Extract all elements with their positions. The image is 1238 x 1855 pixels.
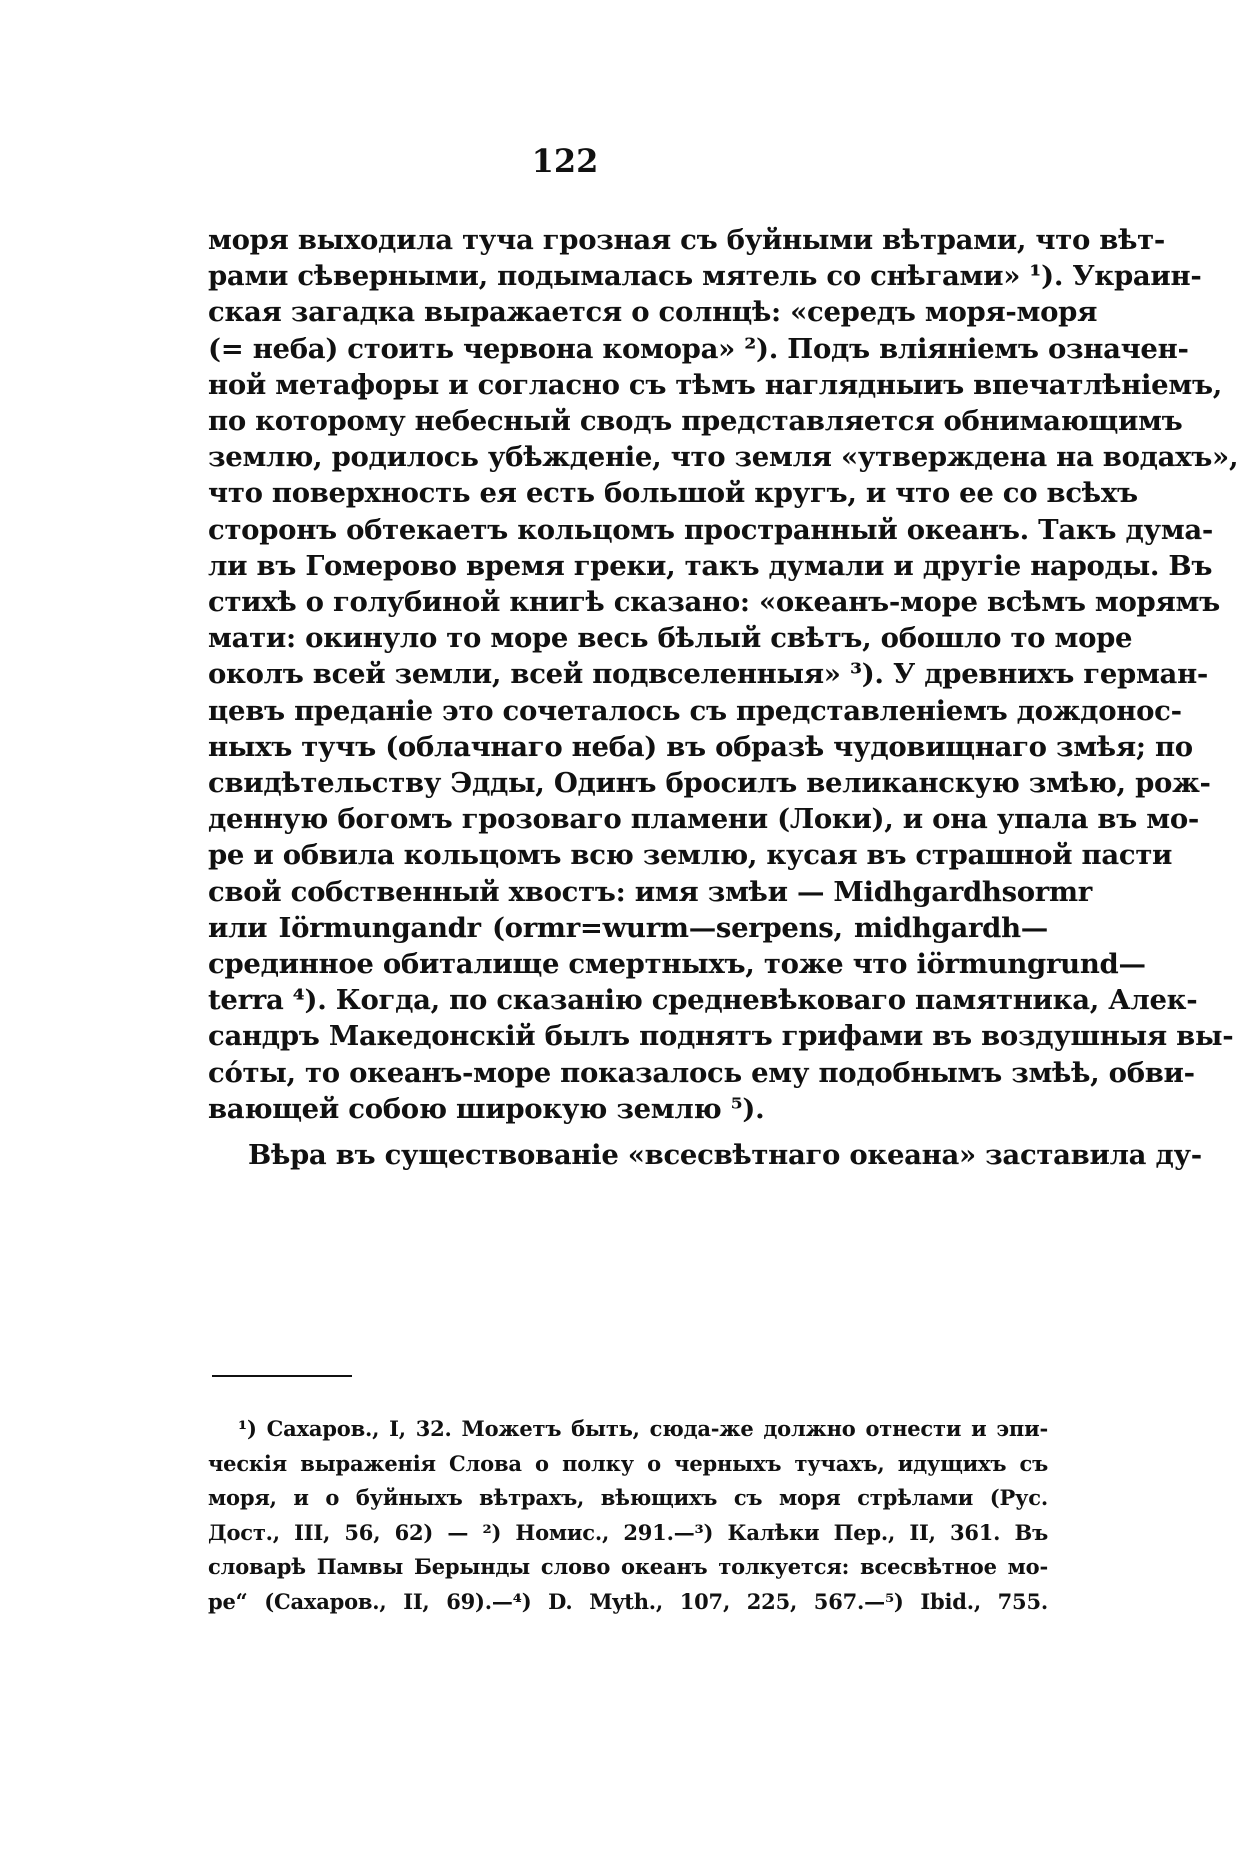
text-line: околъ всей земли, всей подвселенныя» ³). У древнихъ герман- bbox=[208, 658, 1209, 691]
text-line: сандръ Македонскій былъ поднятъ грифами въ воздушныя вы- bbox=[208, 1020, 1234, 1053]
text-line: что поверхность ея есть большой кругъ, и что ее со всѣхъ bbox=[208, 477, 1138, 510]
paragraph-gap bbox=[208, 1127, 1048, 1137]
footnote-line: ¹) Сахаров., I, 32. Можетъ быть, сюда-же должно отнести и эпи- bbox=[238, 1416, 1048, 1441]
text-line: землю, родилось убѣжденіе, что земля «утверждена на водахъ», bbox=[208, 441, 1238, 474]
text-line: ре и обвила кольцомъ всю землю, кусая въ страшной пасти bbox=[208, 839, 1173, 872]
text-line: срединное обиталище смертныхъ, тоже что iörmungrund— bbox=[208, 948, 1146, 981]
footnote-line: словарѣ Памвы Берынды слово океанъ толкуется: всесвѣтное мо- bbox=[208, 1554, 1048, 1579]
text-line: или Iörmungandr (ormr=wurm—serpens, midhgardh— bbox=[208, 911, 1048, 944]
text-line: свой собственный хвостъ: имя змѣи — Midhgardhsormr bbox=[208, 875, 1092, 908]
footnote-line: Дост., III, 56, 62) — ²) Номис., 291.—³) Калѣки Пер., II, 361. Въ bbox=[208, 1519, 1048, 1545]
text-line: стихѣ о голубиной книгѣ сказано: «океанъ-море всѣмъ морямъ bbox=[208, 586, 1220, 619]
main-text bbox=[208, 222, 1238, 1173]
text-line: (= неба) стоить червона комора» ²). Подъ вліяніемъ означен- bbox=[208, 332, 1189, 365]
footnote-line: ре“ (Сахаров., II, 69).—⁴) D. Myth., 107, 225, 567.—⁵) Ibid., 755. bbox=[208, 1588, 1048, 1614]
text-line: денную богомъ грозоваго пламени (Локи), и она упала въ мо- bbox=[208, 803, 1199, 836]
text-line: ныхъ тучъ (облачнаго неба) въ образѣ чудовищнаго змѣя; по bbox=[208, 730, 1193, 763]
text-line: рами сѣверными, подымалась мятель со снѣгами» ¹). Украин- bbox=[208, 260, 1202, 293]
footnote-line: моря, и о буйныхъ вѣтрахъ, вѣющихъ съ моря стрѣлами (Рус. bbox=[208, 1485, 1048, 1510]
text-line: моря выходила туча грозная съ буйными вѣтрами, что вѣт- bbox=[208, 224, 1165, 256]
text-line: по которому небесный сводъ представляется обнимающимъ bbox=[208, 405, 1183, 438]
text-line: ская загадка выражается о солнцѣ: «середъ моря-моря bbox=[208, 296, 1098, 329]
footnote-line: ческія выраженія Слова о полку о черныхъ тучахъ, идущихъ съ bbox=[208, 1450, 1048, 1476]
text-line: свидѣтельству Эдды, Одинъ бросилъ великанскую змѣю, рож- bbox=[208, 767, 1211, 800]
paragraph-start-line: Вѣра въ существованіе «всесвѣтнаго океана» заставила ду- bbox=[248, 1139, 1202, 1172]
text-line: ли въ Гомерово время греки, такъ думали и другіе народы. Въ bbox=[208, 549, 1213, 582]
text-line: вающей собою широкую землю ⁵). bbox=[208, 1092, 765, 1125]
text-line: terra ⁴). Когда, по сказанію средневѣковаго памятника, Алек- bbox=[208, 984, 1198, 1017]
page-number: 122 bbox=[531, 142, 599, 180]
text-line: сторонъ обтекаетъ кольцомъ пространный океанъ. Такъ дума- bbox=[208, 513, 1214, 546]
text-line: мати: окинуло то море весь бѣлый свѣтъ, обошло то море bbox=[208, 622, 1133, 655]
footnote-divider bbox=[212, 1375, 352, 1377]
footnotes bbox=[208, 1412, 1048, 1619]
text-line: ной метафоры и согласно съ тѣмъ наглядныиъ впечатлѣніемъ, bbox=[208, 368, 1223, 401]
text-line: цевъ преданіе это сочеталось съ представленіемъ дождонос- bbox=[208, 694, 1182, 727]
text-line: сόты, то океанъ-море показалось ему подобнымъ змѣѣ, обви- bbox=[208, 1056, 1195, 1089]
